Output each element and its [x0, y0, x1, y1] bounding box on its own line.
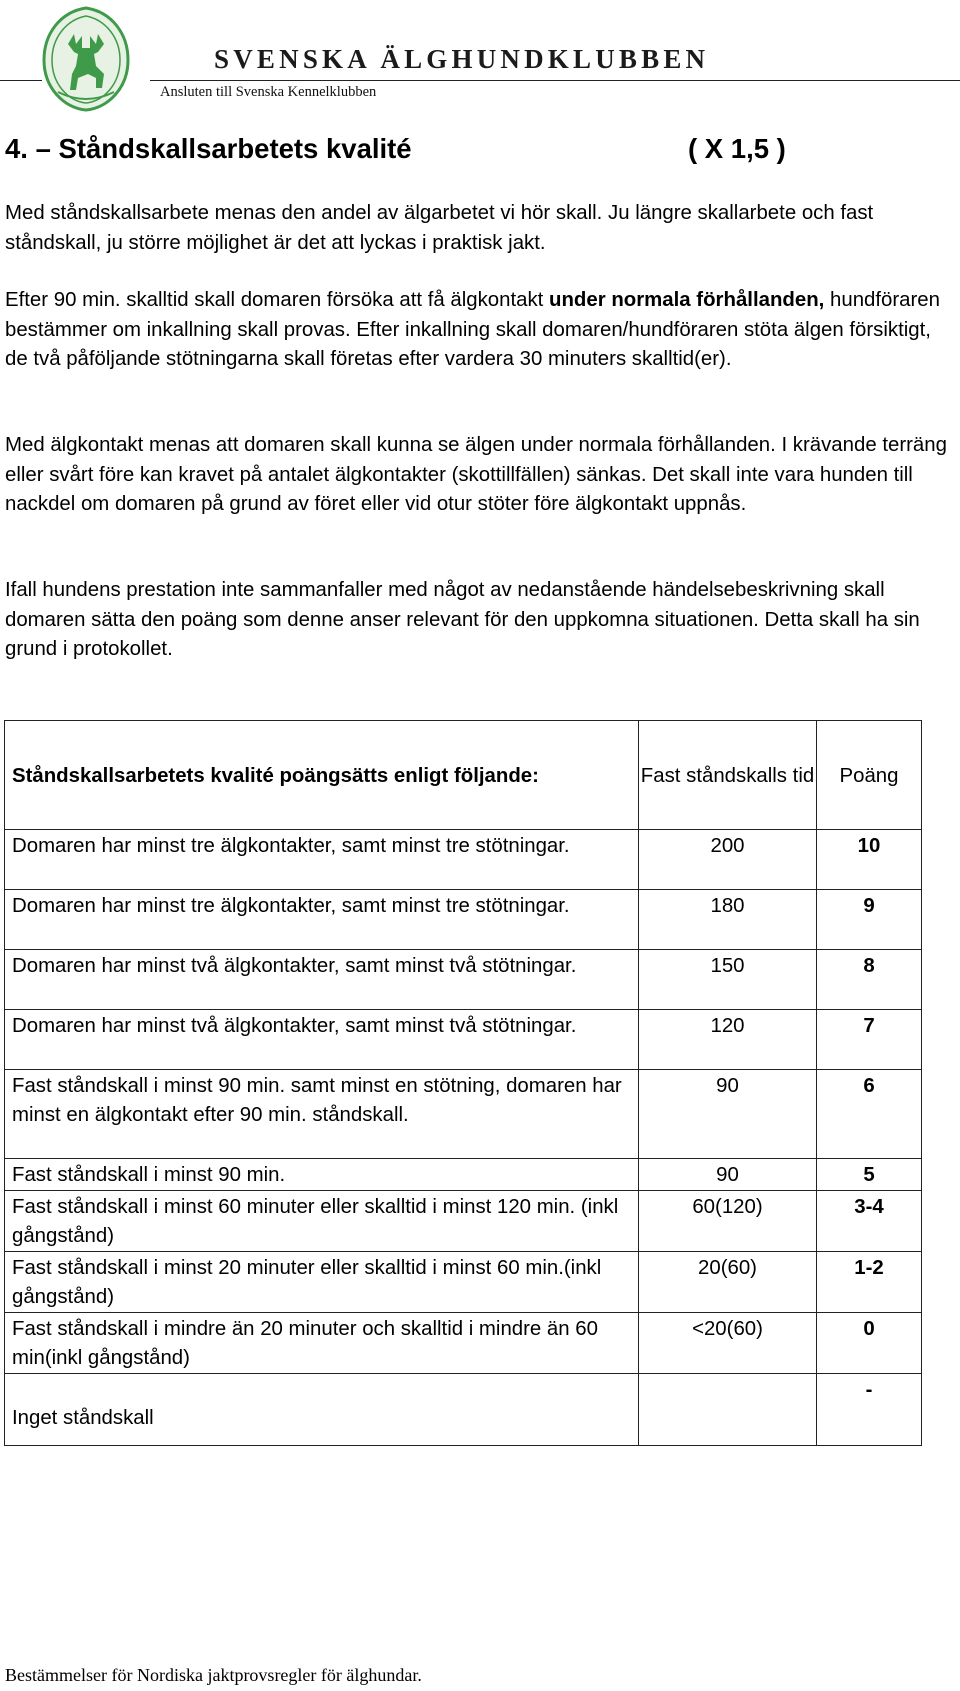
paragraph-1: Med ståndskallsarbete menas den andel av älgarbetet vi hör skall. Ju längre skallarbete och fast ståndskall, ju större möjlighet är det att lyckas i praktisk jakt. — [5, 202, 874, 254]
table-row — [5, 1252, 922, 1313]
row-time: 150 — [639, 950, 817, 1010]
row-points: 7 — [817, 1010, 922, 1070]
scoring-table — [4, 720, 922, 1446]
paragraph-2-bold: under normala förhållanden, — [549, 289, 825, 311]
row-time: 200 — [639, 830, 817, 890]
club-logo-icon — [38, 4, 134, 112]
row-points: 8 — [817, 950, 922, 1010]
section-multiplier: ( X 1,5 ) — [688, 133, 786, 164]
table-row — [5, 950, 922, 1010]
section-title: 4. – Ståndskallsarbetets kvalité — [5, 133, 412, 164]
table-row — [5, 890, 922, 950]
row-points: 5 — [817, 1159, 922, 1191]
paragraph-2-part-b: hundföraren bestämmer om inkallning skall provas. Efter inkallning skall domaren/hundföraren stöta älgen försiktigt, de två påföljande stötningarna skall företas efter vardera 30 minuters skalltid(er). — [5, 289, 940, 370]
row-time: 120 — [639, 1010, 817, 1070]
row-description: Domaren har minst tre älgkontakter, samt minst tre stötningar. — [5, 890, 639, 950]
row-time: 90 — [639, 1070, 817, 1159]
row-time: 180 — [639, 890, 817, 950]
table-row — [5, 830, 922, 890]
header-points: Poäng — [817, 721, 922, 830]
row-points: 6 — [817, 1070, 922, 1159]
table-row — [5, 1010, 922, 1070]
row-description: Domaren har minst tre älgkontakter, samt minst tre stötningar. — [5, 830, 639, 890]
table-header-row — [5, 721, 922, 830]
paragraph-2-part-a: Efter 90 min. skalltid skall domaren försöka att få älgkontakt — [5, 289, 550, 311]
header-time: Fast ståndskalls tid — [639, 721, 817, 830]
row-description: Domaren har minst två älgkontakter, samt minst två stötningar. — [5, 950, 639, 1010]
paragraph-2 — [5, 286, 955, 375]
row-description: Fast ståndskall i minst 60 minuter eller skalltid i minst 120 min. (inkl gångstånd) — [5, 1191, 639, 1252]
row-points: 0 — [817, 1313, 922, 1374]
paragraph-4: Ifall hundens prestation inte sammanfaller med något av nedanstående händelsebeskrivning skall domaren sätta den poäng som denne anser relevant för den uppkomna situationen. Detta skall ha sin grund i protokollet. — [5, 579, 920, 660]
paragraph-3: Med älgkontakt menas att domaren skall kunna se älgen under normala förhållanden. I krävande terräng eller svårt före kan kravet på antalet älgkontakter (skottillfällen) sänkas. Det skall inte vara hunden till nackdel om domaren på grund av föret eller vid otur stöter före älgkontakt uppnås. — [5, 434, 947, 515]
row-points: - — [817, 1374, 922, 1446]
row-description: Domaren har minst två älgkontakter, samt minst två stötningar. — [5, 1010, 639, 1070]
org-subtitle: Ansluten till Svenska Kennelklubben — [160, 84, 377, 100]
row-time: 90 — [639, 1159, 817, 1191]
table-row — [5, 1159, 922, 1191]
table-row — [5, 1191, 922, 1252]
row-points: 9 — [817, 890, 922, 950]
row-description: Fast ståndskall i minst 90 min. — [5, 1159, 639, 1191]
row-time — [639, 1374, 817, 1446]
row-points: 10 — [817, 830, 922, 890]
row-points: 3-4 — [817, 1191, 922, 1252]
org-name: SVENSKA ÄLGHUNDKLUBBEN — [214, 44, 710, 74]
table-row — [5, 1374, 922, 1446]
table-row — [5, 1313, 922, 1374]
table-row — [5, 1070, 922, 1159]
row-time: 60(120) — [639, 1191, 817, 1252]
page-header — [0, 0, 960, 112]
row-time: <20(60) — [639, 1313, 817, 1374]
header-rule — [150, 80, 960, 81]
page-footer: Bestämmelser för Nordiska jaktprovsregler för älghundar. — [5, 1665, 422, 1685]
header-rule-left — [0, 80, 42, 81]
row-description: Fast ståndskall i minst 20 minuter eller skalltid i minst 60 min.(inkl gångstånd) — [5, 1252, 639, 1313]
row-description: Fast ståndskall i mindre än 20 minuter och skalltid i mindre än 60 min(inkl gångstånd) — [5, 1313, 639, 1374]
header-description: Ståndskallsarbetets kvalité poängsätts enligt följande: — [5, 721, 639, 830]
row-points: 1-2 — [817, 1252, 922, 1313]
row-time: 20(60) — [639, 1252, 817, 1313]
row-description: Fast ståndskall i minst 90 min. samt minst en stötning, domaren har minst en älgkontakt efter 90 min. ståndskall. — [5, 1070, 639, 1159]
row-description: Inget ståndskall — [5, 1374, 639, 1446]
